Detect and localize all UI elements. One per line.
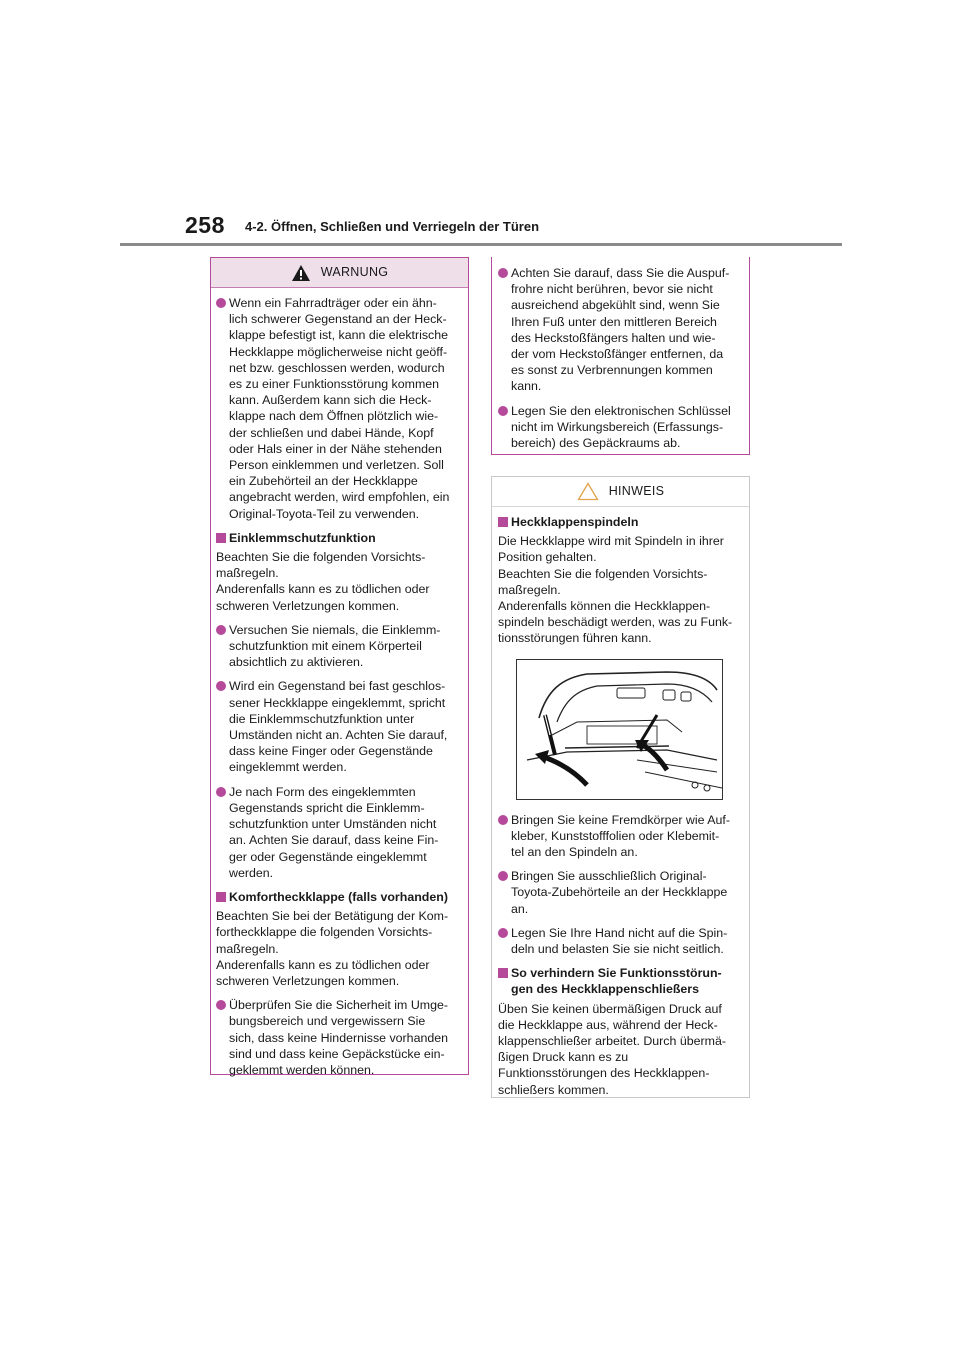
list-item-text: Wird ein Gegenstand bei fast geschlos- sener Heckklappe eingeklemmt, spricht die Einklemmschutzfunktion unter Umständen nicht an. Achten Sie darauf, dass keine Finger oder Gegenstände eingeklemmt werden. — [229, 679, 448, 775]
paragraph: Die Heckklappe wird mit Spindeln in ihrer Position gehalten. Beachten Sie die folgenden Vorsichts- maßregeln. Anderenfalls können die Heckklappen- spindeln beschädigt werden, was zu Funk- tionsstörungen führen kann. — [498, 534, 733, 646]
square-bullet-icon — [216, 892, 226, 902]
square-bullet-icon — [498, 517, 508, 527]
paragraph: Beachten Sie bei der Betätigung der Kom- fortheckklappe die folgenden Vorsichts- maßregeln. Anderenfalls kann es zu tödlichen oder schweren Verletzungen kommen. — [216, 909, 449, 988]
list-item — [216, 678, 460, 775]
warning-intro-item — [216, 295, 460, 522]
bullet-icon — [498, 815, 508, 825]
warning-box — [210, 257, 469, 1075]
bullet-icon — [498, 268, 508, 278]
note-header — [492, 477, 749, 507]
caution-triangle-icon — [577, 482, 599, 501]
bullet-icon — [216, 787, 226, 797]
subheading-text: So verhindern Sie Funktionsstörun- gen des Heckklappenschließers — [511, 966, 722, 997]
bullet-icon — [216, 1000, 226, 1010]
list-item-text: Achten Sie darauf, dass Sie die Auspuf- frohre nicht berühren, bevor sie nicht ausreichend abgekühlt sind, wenn Sie Ihren Fuß unter den mittleren Bereich des Heckstoßfängers halten und wie- der vom Heckstoßfänger entfernen, da es sonst zu Verbrennungen kommen kann. — [511, 266, 730, 394]
square-bullet-icon — [216, 533, 226, 543]
list-item — [216, 622, 460, 671]
subheading-einklemmschutz — [216, 530, 460, 546]
subheading-komfortheckklappe — [216, 889, 460, 905]
subheading-heckklappenspindeln — [498, 514, 741, 530]
bullet-icon — [498, 871, 508, 881]
list-item — [498, 925, 741, 957]
subheading-text: Einklemmschutzfunktion — [229, 530, 376, 545]
list-item — [498, 868, 741, 917]
bullet-icon — [216, 625, 226, 635]
list-item-text: Je nach Form des eingeklemmten Gegenstands spricht die Einklemm- schutzfunktion unter Umständen nicht an. Achten Sie darauf, dass keine Fin- ger oder Gegenstände eingeklemmt werden. — [229, 784, 439, 880]
paragraph: Beachten Sie die folgenden Vorsichts- maßregeln. Anderenfalls kann es zu tödlichen oder schweren Verletzungen kommen. — [216, 550, 430, 613]
list-item-text: Legen Sie den elektronischen Schlüssel nicht im Wirkungsbereich (Erfassungs- bereich) des Gepäckraums ab. — [511, 403, 731, 451]
bullet-icon — [498, 928, 508, 938]
bullet-icon — [216, 681, 226, 691]
subheading-heckklappenschliesser — [498, 965, 741, 997]
list-item — [216, 784, 460, 881]
warning-header — [211, 258, 468, 288]
paragraph: Üben Sie keinen übermäßigen Druck auf die Heckklappe aus, während der Heck- klappenschließer arbeitet. Durch übermä- ßigen Druck kann es zu Funktionsstörungen des Heckklappen- schließers kommen. — [498, 1001, 726, 1097]
square-bullet-icon — [498, 968, 508, 978]
warning-triangle-icon — [291, 264, 311, 282]
note-box — [491, 476, 750, 1098]
subheading-text: Heckklappenspindeln — [511, 515, 639, 529]
header-rule — [120, 243, 842, 246]
page-number: 258 — [185, 212, 225, 238]
tailgate-illustration-drawing — [517, 660, 722, 799]
bullet-icon — [498, 406, 508, 416]
list-item — [498, 403, 741, 452]
section-title: 4-2. Öffnen, Schließen und Verriegeln der Türen — [245, 219, 540, 234]
bullet-icon — [216, 298, 226, 308]
warning-title: WARNUNG — [320, 265, 389, 280]
list-item-text: Legen Sie Ihre Hand nicht auf die Spin- deln und belasten Sie sie nicht seitlich. — [511, 925, 728, 957]
warning-box-continued — [491, 257, 750, 455]
list-item-text: Bringen Sie keine Fremdkörper wie Auf- kleber, Kunststofffolien oder Klebemit- tel an den Spindeln an. — [511, 812, 731, 860]
list-item — [498, 812, 741, 861]
list-item-text: Versuchen Sie niemals, die Einklemm- schutzfunktion mit einem Körperteil absichtlich zu aktivieren. — [229, 622, 441, 670]
list-item — [216, 997, 460, 1078]
list-item-text: Bringen Sie ausschließlich Original- Toyota-Zubehörteile an der Heckklappe an. — [511, 869, 728, 916]
subheading-text: Komfortheckklappe (falls vorhanden) — [229, 889, 448, 904]
note-title: HINWEIS — [608, 484, 665, 499]
list-item-text: Überprüfen Sie die Sicherheit im Umge- bungsbereich und vergewissern Sie sich, dass keine Hindernisse vorhanden sind und dass keine Gepäckstücke ein- geklemmt werden können. — [229, 998, 449, 1077]
warning-intro-text: Wenn ein Fahrradträger oder ein ähn- lich schwerer Gegenstand an der Heck- klappe befestigt ist, kann die elektrische Heckklappe möglicherweise nicht geöff- net bzw. geschlossen werden, wodurch es zu einer Funktionsstörung kommen kann. Außerdem kann sich die Heck- klappe nach dem Öffnen plötzlich wie- der schließen und dabei Hände, Kopf oder Hals einer in der Nähe stehenden Person einklemmen und verletzen. Soll ein Zubehörteil an der Heckklappe angebracht werden, wird empfohlen, ein Original-Toyota-Teil zu verwenden. — [229, 296, 450, 521]
list-item — [498, 265, 741, 395]
tailgate-strut-illustration — [516, 659, 723, 800]
